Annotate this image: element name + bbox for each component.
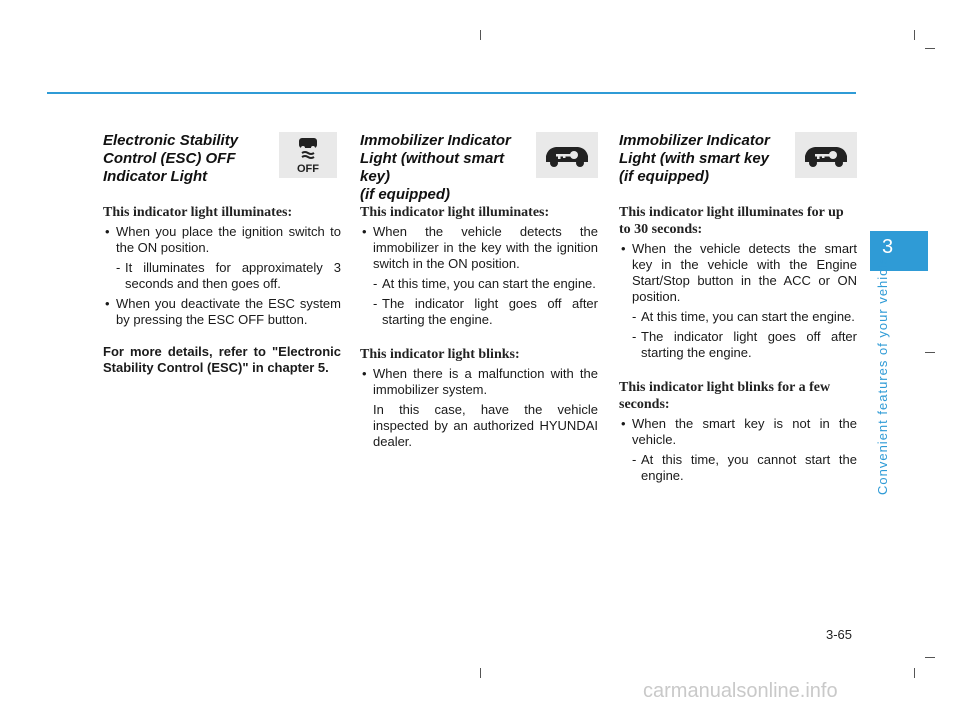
list-item: • When there is a malfunction with the immobilizer system.	[360, 366, 598, 398]
list-item: - At this time, you can start the engine.	[360, 276, 598, 292]
list-item: - The indicator light goes off after starting the engine.	[360, 296, 598, 328]
crop-mark	[480, 30, 481, 40]
immobilizer-key-icon	[536, 132, 598, 178]
section-header	[619, 132, 857, 198]
section-title: Electronic Stability Control (ESC) OFF Indicator Light	[103, 132, 239, 185]
watermark: carmanualsonline.info	[643, 680, 838, 702]
list-item: • When the smart key is not in the vehicle.	[619, 416, 857, 448]
subtitle: This indicator light blinks:	[360, 347, 520, 362]
list-item: • When you deactivate the ESC system by pressing the ESC OFF button.	[103, 296, 341, 328]
page-number: 3-65	[826, 627, 853, 642]
crop-mark	[925, 352, 935, 353]
section-header	[360, 132, 598, 203]
section-header	[103, 132, 341, 198]
crop-mark	[914, 668, 915, 678]
subtitle: This indicator light illuminates for up to 30 seconds:	[619, 205, 844, 237]
subtitle: This indicator light illuminates:	[360, 205, 550, 220]
chapter-reference-note: For more details, refer to "Electronic Stability Control (ESC)" in chapter 5.	[103, 344, 341, 375]
column-immobilizer-without-smart-key	[360, 132, 598, 454]
chapter-label: Convenient features of your vehicle	[875, 256, 890, 495]
subtitle: This indicator light illuminates:	[103, 205, 293, 220]
list-item: In this case, have the vehicle inspected by an authorized HYUNDAI dealer.	[373, 402, 598, 449]
crop-mark	[480, 668, 481, 678]
crop-mark	[914, 30, 915, 40]
list-item: • When the vehicle detects the immobilizer in the key with the ignition switch in the ON position.	[360, 224, 598, 272]
section-title: Immobilizer Indicator Light (without smart key) (if equipped)	[360, 132, 511, 203]
crop-mark	[925, 48, 935, 49]
chapter-number: 3	[882, 236, 894, 258]
svg-text:OFF: OFF	[297, 163, 319, 175]
subtitle: This indicator light blinks for a few seconds:	[619, 380, 831, 412]
header-rule	[47, 92, 856, 94]
immobilizer-key-icon	[795, 132, 857, 178]
list-item: • When you place the ignition switch to the ON position.	[103, 224, 341, 256]
list-item: - At this time, you cannot start the engine.	[619, 452, 857, 484]
list-item: - At this time, you can start the engine.	[619, 309, 857, 325]
column-esc-off	[103, 132, 341, 376]
esc-off-icon	[279, 132, 337, 178]
list-item: - The indicator light goes off after starting the engine.	[619, 329, 857, 361]
crop-mark	[925, 657, 935, 658]
list-item: • When the vehicle detects the smart key in the vehicle with the Engine Start/Stop button in the ACC or ON position.	[619, 241, 857, 305]
column-immobilizer-with-smart-key	[619, 132, 857, 488]
list-item: - It illuminates for approximately 3 seconds and then goes off.	[103, 260, 341, 292]
section-title: Immobilizer Indicator Light (with smart key (if equipped)	[619, 132, 770, 185]
